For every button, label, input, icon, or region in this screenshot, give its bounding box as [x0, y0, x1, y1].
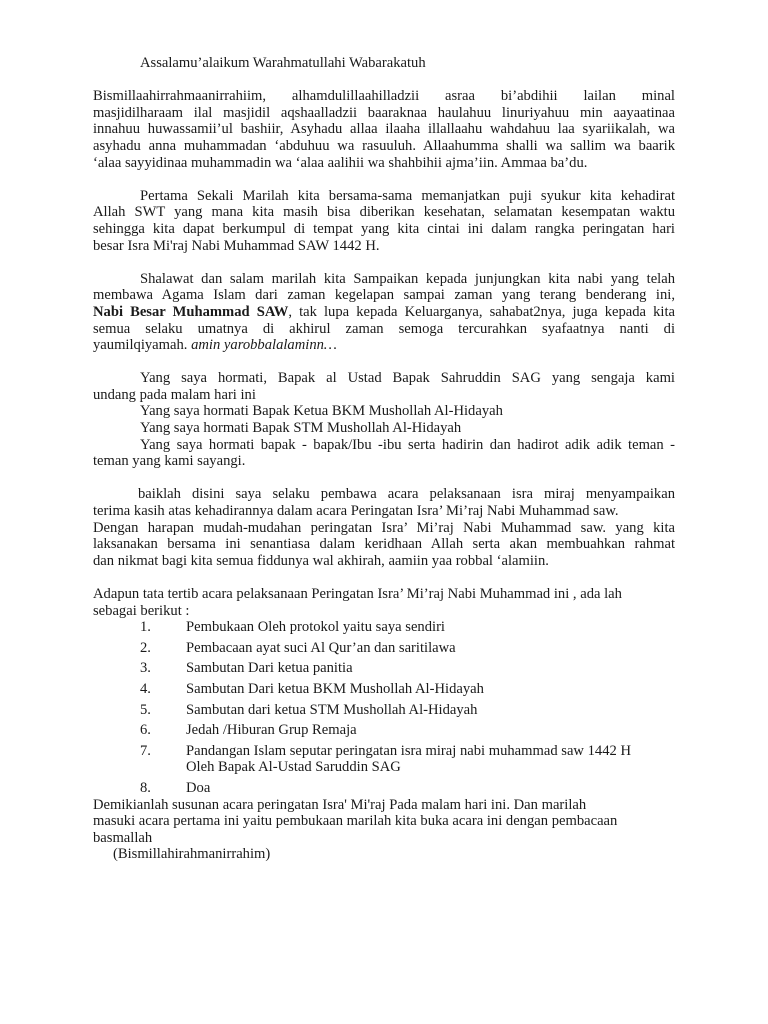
list-item: [93, 660, 675, 677]
list-number: 3.: [140, 660, 151, 677]
paragraph-line: laksanakan bersama ini senantiasa dalam keridhaan Allah serta akan membuahkan rahmat: [93, 536, 675, 553]
bold-name: Nabi Besar Muhammad SAW: [93, 303, 289, 320]
list-number: 7.: [140, 742, 151, 759]
paragraph-line: dan nikmat bagi kita semua fiddunya wal akhirah, aamiin yaa robbal ‘alamiin.: [93, 552, 549, 569]
paragraph-praise: [93, 188, 675, 254]
paragraph-line: Pertama Sekali Marilah kita bersama-sama memanjatkan puji syukur kita kehadirat: [140, 187, 675, 204]
list-item: [93, 640, 675, 657]
list-number: 5.: [140, 701, 151, 718]
list-text: Sambutan dari ketua STM Mushollah Al-Hidayah: [186, 701, 478, 718]
paragraph-line: [93, 337, 675, 354]
paragraph-line: terima kasih atas kehadirannya dalam acara Peringatan Isra’ Mi’raj Nabi Muhammad saw.: [93, 503, 619, 520]
list-item: [93, 702, 675, 719]
opening-line: innahuu huwassamii’ul bashiir, Asyhadu allaa ilaaha illallaahu wahdahuu laa syariikalah, wa: [93, 121, 675, 138]
greeting: Assalamu’alaikum Warahmatullahi Wabarakatuh: [140, 55, 426, 71]
respect-line: Yang saya hormati bapak - bapak/Ibu -ibu serta hadirin dan hadirot adik adik teman -: [140, 436, 675, 453]
respects-section: [93, 370, 675, 470]
paragraph-line: semua selaku umatnya di akhirul zaman semoga tercurahkan syafaatnya nanti di: [93, 320, 675, 337]
list-text: Jedah /Hiburan Grup Remaja: [186, 722, 357, 739]
respect-line: Yang saya hormati, Bapak al Ustad Bapak Sahruddin SAG yang sengaja kami: [140, 370, 675, 387]
list-text-line: Oleh Bapak Al-Ustad Saruddin SAG: [186, 759, 401, 776]
list-text: [186, 743, 675, 776]
opening-line: ‘alaa sayyidinaa muhammadin wa ‘alaa aalihii wa shahbihii ajma’iin. Ammaa ba’du.: [93, 154, 588, 171]
paragraph-line: [93, 304, 675, 321]
basmalah-line: (Bismillahirahmanirrahim): [113, 846, 271, 863]
respect-line: Yang saya hormati Bapak STM Mushollah Al-Hidayah: [140, 420, 462, 437]
paragraph-text: yaumilqiyamah.: [93, 337, 192, 354]
list-text: Sambutan Dari ketua panitia: [186, 660, 353, 677]
list-number: 8.: [140, 779, 151, 796]
closing-line: Demikianlah susunan acara peringatan Isra' Mi'raj Pada malam hari ini. Dan marilah: [93, 796, 587, 813]
closing-line: masuki acara pertama ini yaitu pembukaan marilah kita buka acara ini dengan pembacaan: [93, 813, 618, 830]
opening-paragraph: [93, 88, 675, 171]
paragraph-text: , tak lupa kepada Keluarganya, sahabat2nya, juga kepada kita: [288, 303, 675, 320]
paragraph-line: sehingga kita dapat berkumpul di tempat yang kita cintai ini dalam rangka peringatan hari: [93, 220, 675, 237]
opening-line: asyhadu anna muhammadan ‘abduhuu wa rasuuluh. Allaahumma shalli wa sallim wa baarik: [93, 137, 675, 154]
paragraph-line: baiklah disini saya selaku pembawa acara pelaksanaan isra miraj menyampaikan: [138, 486, 675, 503]
list-item: [93, 681, 675, 698]
agenda-intro-line: Adapun tata tertib acara pelaksanaan Peringatan Isra’ Mi’raj Nabi Muhammad ini , ada lah: [93, 586, 622, 602]
paragraph-line: Shalawat dan salam marilah kita Sampaikan kepada junjungkan kita nabi yang telah: [140, 270, 675, 287]
opening-line: masjidilharaam ilal masjidil aqshaalladzii baaraknaa haulahuu linuriyahuu min aayaatinaa: [93, 104, 675, 121]
paragraph-line: Dengan harapan mudah-mudahan peringatan Isra’ Mi’raj Nabi Muhammad saw. yang kita: [93, 519, 675, 536]
list-text: Pembukaan Oleh protokol yaitu saya sendiri: [186, 619, 445, 636]
list-text: Pembacaan ayat suci Al Qur’an dan saritilawa: [186, 639, 456, 656]
list-text-line: Pandangan Islam seputar peringatan isra miraj nabi muhammad saw 1442 H: [186, 742, 631, 759]
list-number: 6.: [140, 722, 151, 739]
list-text: Doa: [186, 779, 211, 796]
list-number: 4.: [140, 680, 151, 697]
respect-line: teman yang kami sayangi.: [93, 453, 246, 470]
list-number: 1.: [140, 619, 151, 636]
paragraph-line: membawa Agama Islam dari zaman kegelapan sampai zaman yang terang benderang ini,: [93, 287, 675, 304]
list-item: [93, 780, 675, 797]
paragraph-line: Allah SWT yang mana kita masih bisa diberikan kesehatan, selamatan kesempatan waktu: [93, 204, 675, 221]
closing-paragraph: [93, 797, 675, 863]
respect-line: undang pada malam hari ini: [93, 386, 256, 403]
list-item: [93, 722, 675, 739]
document-page: [93, 55, 675, 863]
agenda-list: [93, 619, 675, 796]
agenda-intro-line: sebagai berikut :: [93, 602, 190, 619]
list-item: [93, 743, 675, 776]
list-number: 2.: [140, 639, 151, 656]
respect-line: Yang saya hormati Bapak Ketua BKM Mushollah Al-Hidayah: [140, 403, 503, 420]
paragraph-thanks: [93, 486, 675, 569]
agenda-intro: [93, 586, 675, 619]
opening-line: Bismillaahirrahmaanirrahiim, alhamdulillaahilladzii asraa bi’abdihii lailan minal: [93, 88, 675, 105]
closing-line: basmallah: [93, 829, 153, 846]
paragraph-line: besar Isra Mi'raj Nabi Muhammad SAW 1442 H.: [93, 237, 380, 254]
paragraph-shalawat: [93, 271, 675, 354]
list-text: Sambutan Dari ketua BKM Mushollah Al-Hidayah: [186, 680, 484, 697]
list-item: [93, 619, 675, 636]
italic-prayer: amin yarobbalalaminn…: [191, 337, 337, 354]
